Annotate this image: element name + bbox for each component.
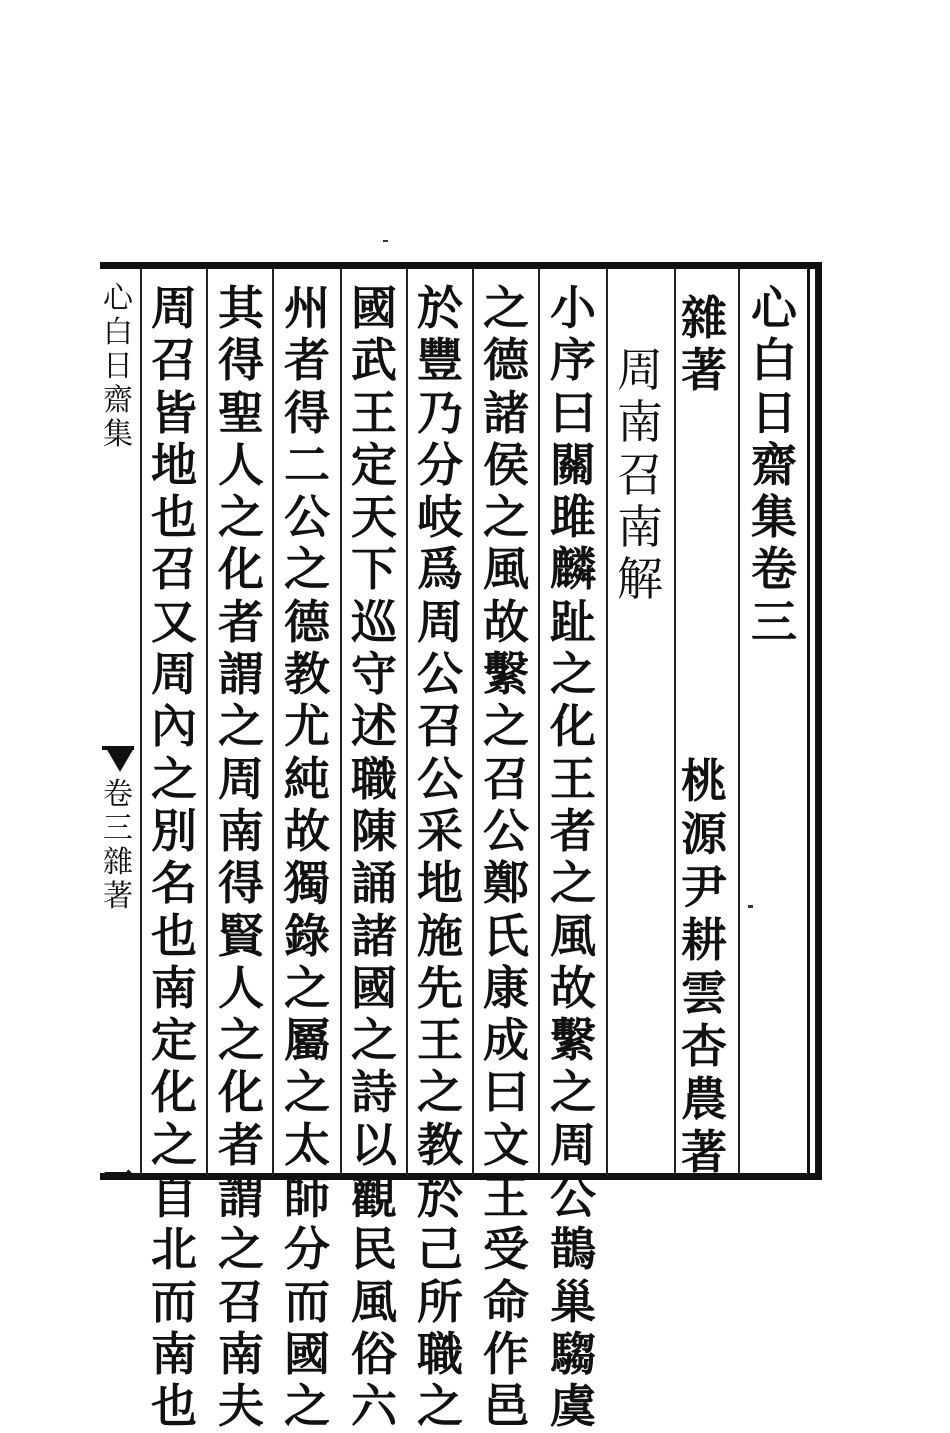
column-rule	[140, 269, 142, 1175]
body-column-4: 國武王定天下巡守述職陳誦諸國之詩以觀民風俗六	[351, 282, 397, 1433]
folio-number: 一	[103, 1158, 133, 1193]
column-rule	[738, 269, 740, 1175]
body-column-2: 之德諸侯之風故繫之召公鄭氏康成曰文王受命作邑	[483, 282, 529, 1433]
body-column-3: 於豐乃分岐爲周公召公采地施先王之教於己所職之	[417, 282, 463, 1433]
category-heading: 雜著	[681, 291, 727, 398]
body-column-1: 小序曰關雎麟趾之化王者之風故繫之周公鵲巢騶虞	[550, 282, 596, 1433]
author-line: 桃源尹耕雲杏農著	[681, 754, 727, 1179]
column-rule	[340, 269, 342, 1175]
column-rule	[272, 269, 274, 1175]
body-column-6: 其得聖人之化者謂之周南得賢人之化者謂之召南夫	[218, 282, 264, 1433]
column-rule	[606, 269, 608, 1175]
margin-title: 心白日齋集	[103, 281, 133, 452]
ink-speck	[748, 905, 753, 908]
fishtail-mark	[106, 748, 134, 772]
column-rule	[538, 269, 540, 1175]
frame-inner-rule	[807, 262, 810, 1180]
body-column-7: 周召皆地也召又周內之別名也南定化之自北而南也	[151, 282, 197, 1433]
column-rule	[472, 269, 474, 1175]
section-title: 周南召南解	[617, 343, 663, 607]
column-rule	[206, 269, 208, 1175]
margin-volume: 卷三雜著	[103, 777, 133, 914]
ink-speck	[383, 240, 388, 242]
book-title: 心白日齋集卷三	[751, 281, 797, 649]
body-column-5: 州者得二公之德教尤純故獨錄之屬之太師分而國之	[284, 282, 330, 1433]
fore-edge-margin	[102, 270, 136, 1193]
column-rule	[406, 269, 408, 1175]
